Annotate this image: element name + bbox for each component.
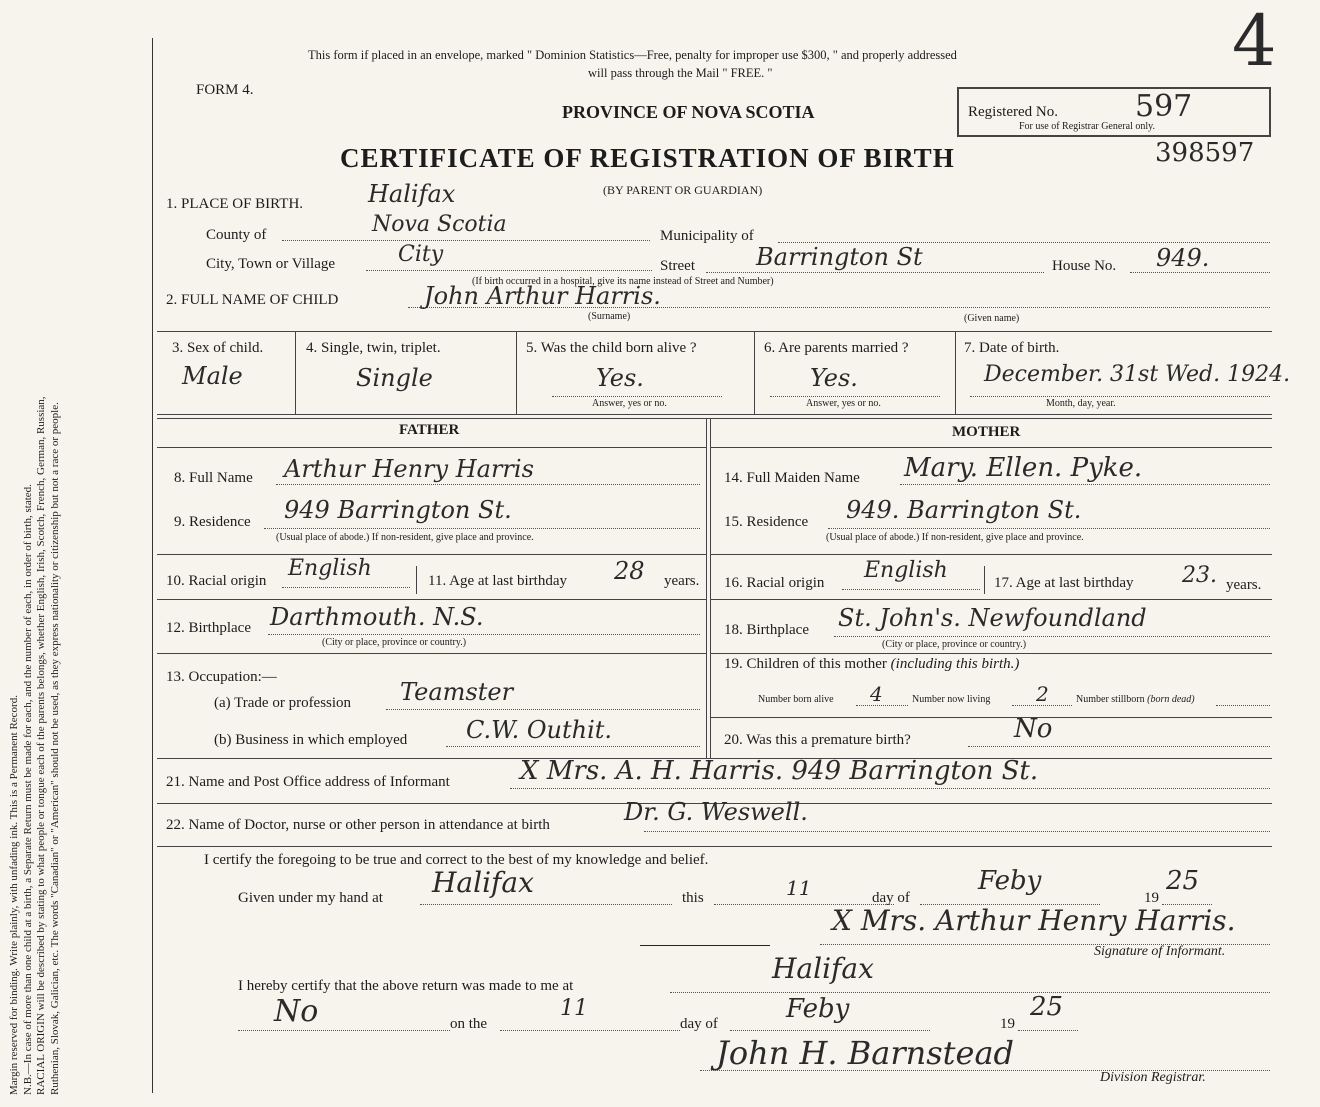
father-heading-rule	[157, 447, 706, 448]
mother-heading: MOTHER	[952, 424, 1021, 440]
registrar-year-prefix: 19	[1000, 1016, 1015, 1032]
father-rule-2	[157, 599, 706, 600]
registrar-month-value: Feby	[786, 994, 850, 1024]
mother-rule-2	[710, 599, 1272, 600]
row3-divider-1	[295, 331, 296, 414]
place-of-birth-label: 1. PLACE OF BIRTH.	[166, 196, 304, 212]
registrar-number-line	[238, 1030, 450, 1031]
mother-age-value: 23.	[1182, 563, 1217, 588]
living-label: Number now living	[912, 694, 991, 705]
occupation-label: 13. Occupation:—	[166, 669, 277, 685]
mother-rule-3	[710, 653, 1272, 654]
mother-birthplace-line	[834, 636, 1270, 637]
city-line	[366, 270, 652, 271]
father-rule-3	[157, 653, 706, 654]
father-birthplace-label: 12. Birthplace	[166, 620, 251, 636]
mother-racial-value: English	[864, 558, 948, 583]
child-name-label: 2. FULL NAME OF CHILD	[166, 292, 339, 308]
given-day-value: 11	[786, 876, 812, 900]
parents-divider-a	[706, 418, 707, 758]
page-title: CERTIFICATE OF REGISTRATION OF BIRTH	[340, 143, 955, 173]
alive-line	[552, 396, 722, 397]
dob-note: Month, day, year.	[1046, 398, 1116, 409]
surname-note: (Surname)	[588, 311, 631, 322]
plurality-label: 4. Single, twin, triplet.	[306, 340, 441, 356]
father-name-label: 8. Full Name	[174, 470, 253, 486]
registrar-year-line	[1018, 1030, 1078, 1031]
registrar-note: For use of Registrar General only.	[1019, 121, 1155, 132]
married-line	[770, 396, 940, 397]
father-birthplace-note: (City or place, province or country.)	[322, 637, 467, 648]
registrar-day-line	[500, 1030, 680, 1031]
informant-line	[510, 788, 1270, 789]
father-age-value: 28	[614, 557, 645, 585]
given-this-label: this	[682, 890, 704, 906]
mother-residence-line	[828, 528, 1270, 529]
father-residence-note: (Usual place of abode.) If non-resident, give place and province.	[276, 532, 534, 543]
father-residence-label: 9. Residence	[174, 514, 251, 530]
father-rule-1	[157, 554, 706, 555]
mother-rule-1	[710, 554, 1272, 555]
registrar-year-value: 25	[1030, 992, 1064, 1022]
doctor-value: Dr. G. Weswell.	[624, 798, 808, 826]
registrar-day-of-label: day of	[680, 1016, 718, 1032]
parents-divider-b	[710, 418, 711, 758]
registered-label: Registered No.	[968, 104, 1058, 120]
margin-line-3: RACIAL ORIGIN will be described by stating to what people or tongue each of the parents belongs, whether English, Irish, Scotch, French, German, Russian,	[35, 396, 47, 1095]
center-signature-rule	[640, 945, 770, 946]
margin-rule	[152, 38, 153, 1093]
mother-heading-rule	[710, 447, 1272, 448]
county-value: Nova Scotia	[372, 212, 507, 237]
city-value: City	[398, 242, 444, 267]
mother-years: years.	[1226, 577, 1262, 593]
form-number: FORM 4.	[196, 82, 254, 98]
row3-divider-2	[516, 331, 517, 414]
dob-line	[970, 396, 1270, 397]
given-place-value: Halifax	[432, 866, 534, 899]
doctor-rule	[157, 846, 1272, 847]
dob-label: 7. Date of birth.	[964, 340, 1060, 356]
premature-line	[968, 746, 1270, 747]
county-line	[282, 240, 650, 241]
stillborn-paren: (born dead)	[1147, 694, 1195, 705]
business-value: C.W. Outhit.	[466, 716, 613, 744]
registrar-place-line	[670, 992, 1270, 993]
street-label: Street	[660, 258, 695, 274]
born-alive-value: 4	[870, 682, 883, 706]
stillborn-label-text: Number stillborn	[1076, 694, 1145, 705]
mother-name-line	[900, 484, 1270, 485]
business-label: (b) Business in which employed	[214, 732, 408, 748]
margin-line-1: Margin reserved for binding. Write plainly, with unfading ink. This is a Permanent Record.	[8, 695, 20, 1095]
mother-racial-line	[842, 589, 980, 590]
father-birthplace-value: Darthmouth. N.S.	[270, 603, 484, 631]
child-name-value: John Arthur Harris.	[424, 282, 661, 310]
city-label: City, Town or Village	[206, 256, 336, 272]
children-label-paren: (including this birth.)	[890, 656, 1020, 672]
mother-residence-note: (Usual place of abode.) If non-resident, give place and province.	[826, 532, 1084, 543]
trade-label: (a) Trade or profession	[214, 695, 352, 711]
mother-rule-4	[710, 717, 1272, 718]
given-name-note: (Given name)	[964, 313, 1020, 324]
business-line	[446, 746, 700, 747]
informant-signature: X Mrs. Arthur Henry Harris.	[832, 904, 1236, 937]
house-label: House No.	[1052, 258, 1117, 274]
premature-value: No	[1014, 714, 1053, 744]
father-years: years.	[664, 573, 700, 589]
margin-line-2: N.B.—In case of more than one child at a birth, a Separate Return must be made for each, and the number of each, in order of birth, stated.	[21, 484, 34, 1095]
doctor-line	[644, 831, 1270, 832]
sex-label: 3. Sex of child.	[172, 340, 264, 356]
married-label: 6. Are parents married ?	[764, 340, 909, 356]
stamp-number: 398597	[1155, 138, 1255, 168]
father-heading: FATHER	[399, 422, 460, 438]
plurality-value: Single	[356, 364, 433, 392]
mother-age-label: 17. Age at last birthday	[994, 575, 1134, 591]
registrar-number-value: No	[274, 994, 319, 1029]
county-label: County of	[206, 227, 267, 243]
given-month-value: Feby	[978, 866, 1042, 896]
alive-value: Yes.	[596, 364, 644, 392]
dob-value: December. 31st Wed. 1924.	[984, 362, 1291, 387]
house-line	[1130, 272, 1270, 273]
house-value: 949.	[1156, 244, 1210, 272]
registrar-on-the-label: on the	[450, 1016, 488, 1032]
alive-note: Answer, yes or no.	[592, 398, 667, 409]
father-racial-label: 10. Racial origin	[166, 573, 267, 589]
father-racial-divider	[416, 566, 417, 594]
street-value: Barrington St	[756, 243, 923, 271]
page-subtitle: (BY PARENT OR GUARDIAN)	[603, 183, 763, 197]
corner-mark: 4	[1232, 0, 1277, 82]
children-label	[724, 656, 1019, 673]
given-year-value: 25	[1166, 866, 1200, 896]
living-value: 2	[1036, 682, 1049, 706]
mail-notice-line-1: This form if placed in an envelope, marked " Dominion Statistics—Free, penalty for improper use $300, " and properly addressed	[308, 48, 957, 62]
registrar-statement: I hereby certify that the above return was made to me at	[238, 978, 574, 994]
mother-birthplace-note: (City or place, province or country.)	[882, 639, 1027, 650]
margin-notes	[8, 15, 62, 1095]
margin-line-4: Ruthenian, Slovak, Galician, etc. The words "Canadian" or "American" should not be used, as they express nationality or citizenship but not a race or people.	[48, 402, 61, 1095]
married-note: Answer, yes or no.	[806, 398, 881, 409]
married-value: Yes.	[810, 364, 858, 392]
mother-racial-divider	[984, 566, 985, 594]
mother-name-value: Mary. Ellen. Pyke.	[904, 453, 1143, 483]
informant-signature-label: Signature of Informant.	[1094, 944, 1226, 959]
father-racial-value: English	[288, 556, 372, 581]
street-line	[706, 272, 1044, 273]
father-residence-line	[264, 528, 700, 529]
province-heading: PROVINCE OF NOVA SCOTIA	[562, 102, 815, 122]
parents-top-rule	[157, 418, 1272, 419]
alive-label: 5. Was the child born alive ?	[526, 340, 697, 356]
informant-label: 21. Name and Post Office address of Informant	[166, 774, 450, 790]
father-racial-line	[282, 587, 410, 588]
registrar-signature-label: Division Registrar.	[1100, 1070, 1206, 1085]
premature-label: 20. Was this a premature birth?	[724, 732, 911, 748]
given-day-of-label: day of	[872, 890, 910, 906]
mail-notice-line-2: will pass through the Mail " FREE. "	[588, 66, 773, 80]
given-year-prefix: 19	[1144, 890, 1159, 906]
stillborn-line	[1216, 705, 1270, 706]
registrar-day-value: 11	[560, 996, 588, 1021]
place-of-birth-value: Halifax	[368, 180, 456, 208]
registrar-place-value: Halifax	[772, 952, 874, 985]
certify-statement: I certify the foregoing to be true and correct to the best of my knowledge and belief.	[204, 852, 709, 868]
father-age-label: 11. Age at last birthday	[428, 573, 567, 589]
informant-value: X Mrs. A. H. Harris. 949 Barrington St.	[520, 756, 1039, 786]
mother-birthplace-value: St. John's. Newfoundland	[838, 604, 1147, 632]
row3-divider-3	[754, 331, 755, 414]
row3-bottom-rule	[157, 414, 1272, 415]
mother-residence-value: 949. Barrington St.	[846, 496, 1082, 524]
registered-value: 597	[1135, 89, 1193, 124]
registrar-month-line	[730, 1030, 930, 1031]
mother-racial-label: 16. Racial origin	[724, 575, 825, 591]
sex-value: Male	[182, 362, 243, 390]
row3-divider-4	[955, 331, 956, 414]
mother-residence-label: 15. Residence	[724, 514, 809, 530]
municipality-label: Municipality of	[660, 228, 754, 244]
mother-birthplace-label: 18. Birthplace	[724, 622, 809, 638]
given-label: Given under my hand at	[238, 890, 383, 906]
registered-number-box	[957, 87, 1271, 137]
children-label-text: 19. Children of this mother	[724, 656, 887, 672]
registrar-signature: John H. Barnstead	[716, 1034, 1015, 1072]
hospital-note: (If birth occurred in a hospital, give its name instead of Street and Number)	[472, 276, 774, 287]
stillborn-label	[1076, 694, 1195, 705]
father-birthplace-line	[268, 634, 700, 635]
father-residence-value: 949 Barrington St.	[284, 496, 512, 524]
doctor-label: 22. Name of Doctor, nurse or other person in attendance at birth	[166, 817, 550, 833]
trade-line	[386, 709, 700, 710]
mother-name-label: 14. Full Maiden Name	[724, 470, 860, 486]
father-name-line	[276, 484, 700, 485]
born-alive-label: Number born alive	[758, 694, 834, 705]
father-name-value: Arthur Henry Harris	[284, 455, 534, 483]
trade-value: Teamster	[400, 678, 514, 706]
given-place-line	[420, 904, 672, 905]
row3-top-rule	[157, 331, 1272, 332]
